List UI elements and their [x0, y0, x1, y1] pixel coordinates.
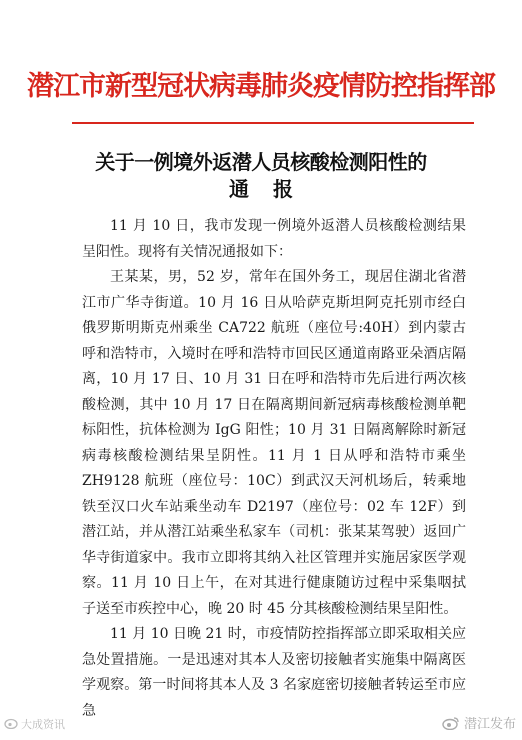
right-watermark: [442, 713, 516, 732]
weibo-icon: [442, 716, 460, 730]
sina-logo-icon: [4, 717, 18, 732]
left-watermark: [4, 716, 65, 732]
notice-body: [82, 214, 466, 724]
document-header: 潜江市新型冠状病毒肺炎疫情防控指挥部: [27, 71, 495, 102]
right-watermark-text: 潜江发布: [463, 717, 516, 732]
left-watermark-text: 大成资讯: [21, 718, 65, 731]
notice-title-line1: 关于一例境外返潜人员核酸检测阳性的: [95, 150, 427, 174]
paragraph-3: 11 月 10 日晚 21 时，市疫情防控指挥部立即采取相关应急处置措施。一是迅速对其本人及密切接触者实施集中隔离医学观察。第一时间将其本人及 3 名家庭密切接触者转运至市应急: [82, 626, 466, 719]
notice-title-line2: 通报: [229, 177, 317, 201]
paragraph-2: 王某某，男，52 岁，常年在国外务工，现居住湖北省潜江市广华寺街道。10 月 16 日从哈萨克斯坦阿克托别市经白俄罗斯明斯克州乘坐 CA722 航班（座位号:40H）到内蒙古呼和浩特市，入境时在呼和浩特市回民区通道南路亚朵酒店隔离，10 月 17 日、10 月 31 日在呼和浩特市先后进行两次核酸检测，其中 10 月 17 日在隔离期间新冠病毒核酸检测单靶标阳性，抗体检测为 IgG 阳性；10 月 31 日隔离解除时新冠病毒核酸检测结果呈阴性。11 月 1 日从呼和浩特市乘坐 ZH9128 航班（座位号：10C）到武汉天河机场后，转乘地铁至汉口火车站乘坐动车 D2197（座位号：02 车 12F）到潜江站，并从潜江站乘坐私家车（司机：张某某驾驶）返回广华寺街道家中。我市立即将其纳入社区管理并实施居家医学观察。11 月 10 日上午，在对其进行健康随访过程中采集咽拭子送至市疾控中心，晚 20 时 45 分其核酸检测结果呈阳性。: [82, 269, 466, 617]
header-divider: [72, 122, 474, 124]
paragraph-1: 11 月 10 日，我市发现一例境外返潜人员核酸检测结果呈阳性。现将有关情况通报如下：: [82, 218, 466, 260]
